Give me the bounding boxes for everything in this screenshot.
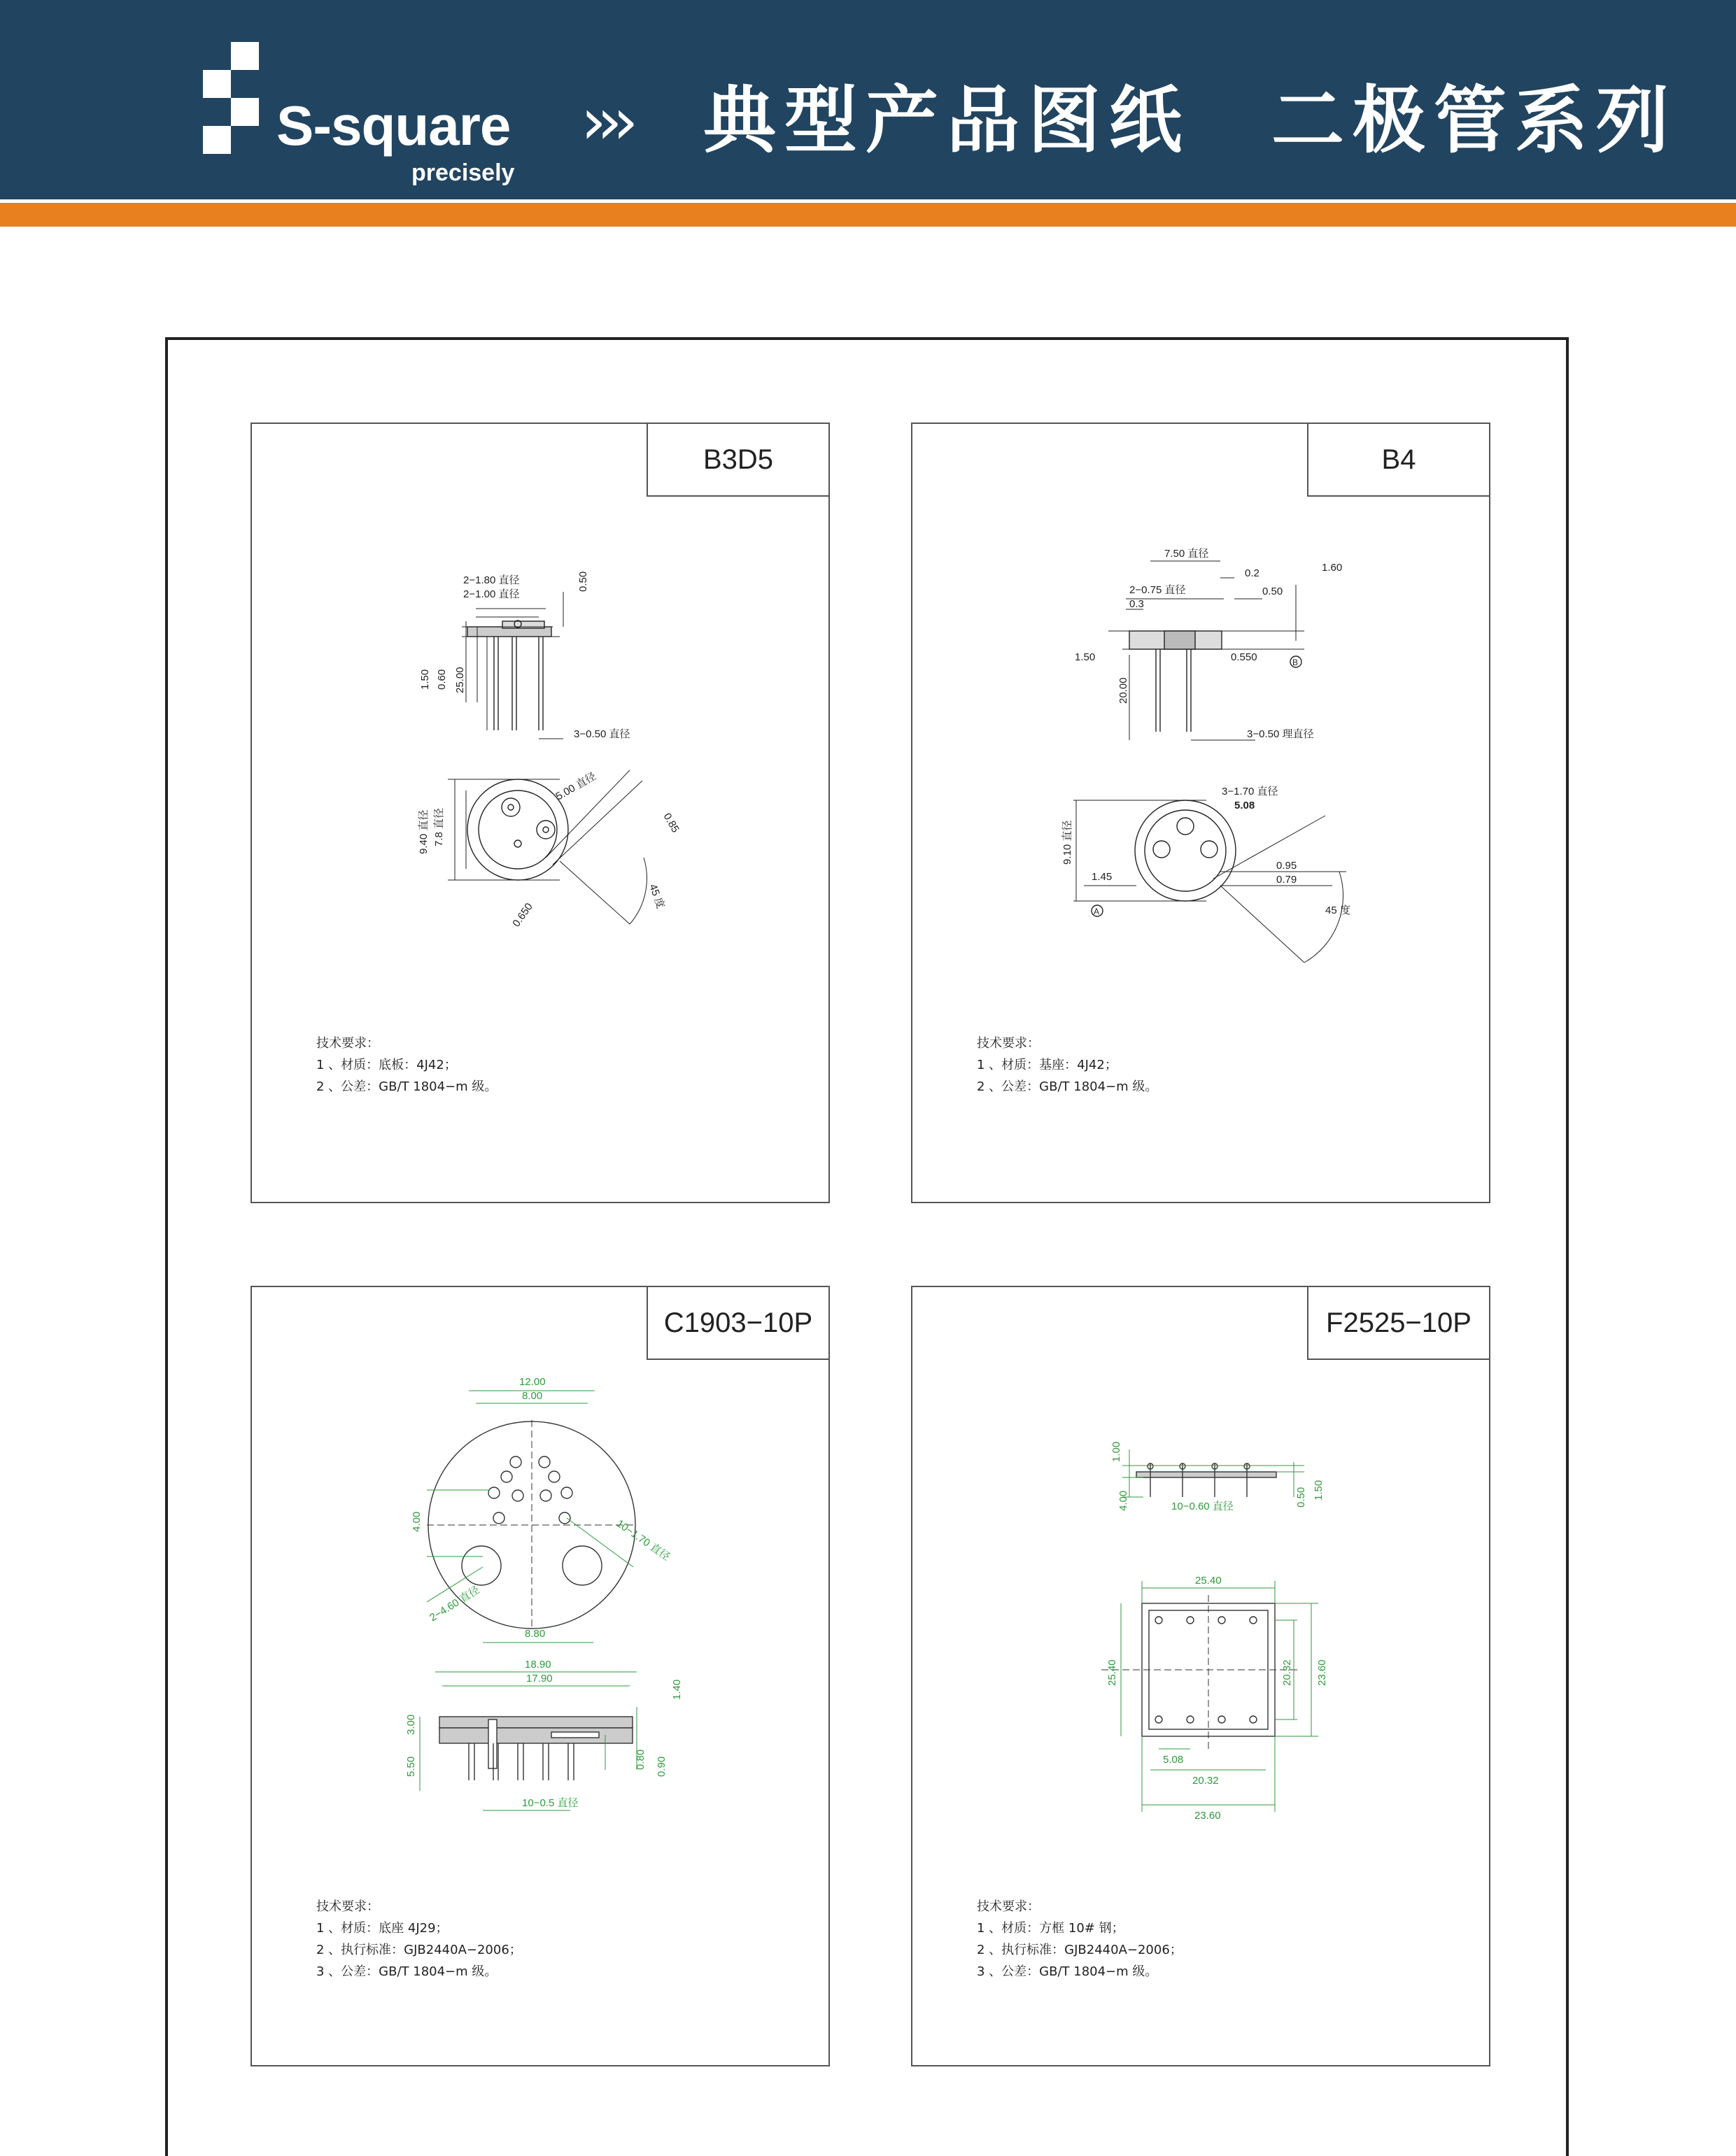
dim-label: 0.50 <box>1262 586 1283 597</box>
dim-label: A <box>1094 907 1100 916</box>
dim-label: 25.40 <box>1195 1575 1222 1587</box>
note-line: 1 、材质：基座：4J42； <box>977 1058 1117 1072</box>
chevrons-icon: ››› <box>581 84 629 159</box>
dim-label: 10−0.5 直径 <box>522 1797 579 1809</box>
note-line: 技术要求： <box>316 1036 379 1051</box>
note-line: 3 、公差：GB/T 1804−m 级。 <box>977 1964 1158 1979</box>
logo-mark-icon <box>203 42 273 168</box>
note-line: 2 、执行标准：GJB2440A−2006； <box>316 1943 522 1957</box>
note-line: 1 、材质：方框 10# 钢； <box>977 1921 1124 1936</box>
dim-label: 0.550 <box>1231 651 1257 663</box>
dim-label: 1.45 <box>1092 871 1113 883</box>
brand-name: S-square <box>276 94 511 157</box>
note-line: 3 、公差：GB/T 1804−m 级。 <box>316 1964 497 1979</box>
dim-label: 0.60 <box>436 669 448 690</box>
dim-label: 1.50 <box>1313 1480 1325 1501</box>
dim-label: 20.32 <box>1281 1659 1293 1686</box>
dim-label: 20.00 <box>1117 677 1129 704</box>
dim-label: 25.00 <box>454 667 466 693</box>
dim-label: 5.00 直径 <box>553 770 598 803</box>
dim-label: 4.00 <box>1117 1490 1129 1511</box>
drawing-panel-b3d5 <box>250 423 830 1203</box>
drawing-sheet <box>165 337 1569 2156</box>
dim-label: 20.32 <box>1192 1775 1219 1787</box>
dim-label: 3−0.50 直径 <box>574 728 630 740</box>
dim-label: 2−4.60 直径 <box>428 1584 482 1624</box>
dim-label: 45 度 <box>1325 905 1350 916</box>
dim-label: 10−0.60 直径 <box>1171 1501 1234 1512</box>
dim-label: 5.50 <box>405 1756 417 1777</box>
brand-tagline: precisely <box>411 159 515 186</box>
drawing-panel-f2525-10p <box>911 1286 1490 2066</box>
dim-label: 1.60 <box>1322 562 1343 574</box>
dim-label: 10−1.70 直径 <box>614 1517 672 1563</box>
dim-label: 18.90 <box>525 1659 551 1671</box>
dim-label: 9.40 直径 <box>418 809 430 854</box>
dim-label: 9.10 直径 <box>1061 820 1073 865</box>
dim-label: 7.8 直径 <box>433 807 445 846</box>
dim-label: 0.3 <box>1129 598 1144 610</box>
dim-label: 25.40 <box>1106 1659 1118 1686</box>
page-title: 典型产品图纸 二极管系列 <box>703 78 1678 163</box>
tech-notes <box>977 1896 1183 1983</box>
note-line: 1 、材质：底座 4J29； <box>316 1921 449 1936</box>
dim-label: 0.50 <box>1295 1487 1307 1508</box>
tech-notes <box>316 1896 522 1983</box>
dim-label: 0.80 <box>635 1749 647 1770</box>
dim-label: 2−0.75 直径 <box>1129 584 1186 596</box>
note-line: 2 、公差：GB/T 1804−m 级。 <box>977 1079 1158 1094</box>
part-code: F2525−10P <box>1307 1286 1490 1360</box>
dim-label: 3−1.70 直径 <box>1222 786 1278 797</box>
dim-label: 1.40 <box>671 1679 683 1700</box>
dim-label: 3−0.50 理直径 <box>1247 728 1314 740</box>
dim-label: 17.90 <box>526 1673 553 1685</box>
header-band <box>0 0 1736 199</box>
note-line: 技术要求： <box>977 1036 1040 1051</box>
dim-label: 0.90 <box>656 1756 668 1777</box>
accent-bar <box>0 203 1736 227</box>
note-line: 技术要求： <box>977 1899 1040 1914</box>
dim-label: 0.2 <box>1245 567 1259 579</box>
note-line: 2 、执行标准：GJB2440A−2006； <box>977 1943 1183 1957</box>
dim-label: 5.08 <box>1234 800 1255 811</box>
dim-label: 0.50 <box>577 571 589 592</box>
note-line: 2 、公差：GB/T 1804−m 级。 <box>316 1079 497 1094</box>
dim-label: 2−1.00 直径 <box>463 588 520 600</box>
dim-label: 0.79 <box>1276 874 1297 886</box>
dim-label: 1.00 <box>1110 1441 1122 1462</box>
dim-label: 23.60 <box>1316 1659 1328 1686</box>
dim-label: 8.80 <box>525 1628 546 1640</box>
dim-label: 23.60 <box>1194 1810 1221 1822</box>
dim-label: 4.00 <box>411 1511 423 1532</box>
note-line: 技术要求： <box>316 1899 379 1914</box>
dim-label: 3.00 <box>405 1714 417 1735</box>
dim-label: 1.50 <box>419 669 431 690</box>
drawing-panel-c1903-10p <box>250 1286 830 2066</box>
dim-label: 45 度 <box>647 882 667 911</box>
dim-label: 8.00 <box>522 1390 543 1402</box>
note-line: 1 、材质：底板：4J42； <box>316 1058 457 1072</box>
dim-label: 12.00 <box>519 1376 546 1388</box>
dim-label: 2−1.80 直径 <box>463 574 520 586</box>
drawing-panel-b4 <box>911 423 1490 1203</box>
part-code: B4 <box>1307 423 1490 497</box>
part-code: B3D5 <box>647 423 830 497</box>
dim-label: B <box>1292 658 1299 667</box>
tech-notes <box>316 1033 497 1098</box>
dim-label: 0.650 <box>510 900 535 930</box>
dim-label: 5.08 <box>1163 1754 1184 1766</box>
dim-label: 0.95 <box>1276 860 1297 872</box>
dim-label: 0.85 <box>661 811 682 835</box>
tech-notes <box>977 1033 1157 1098</box>
dim-label: 1.50 <box>1075 651 1096 663</box>
dim-label: 7.50 直径 <box>1164 548 1209 560</box>
part-code: C1903−10P <box>647 1286 830 1360</box>
